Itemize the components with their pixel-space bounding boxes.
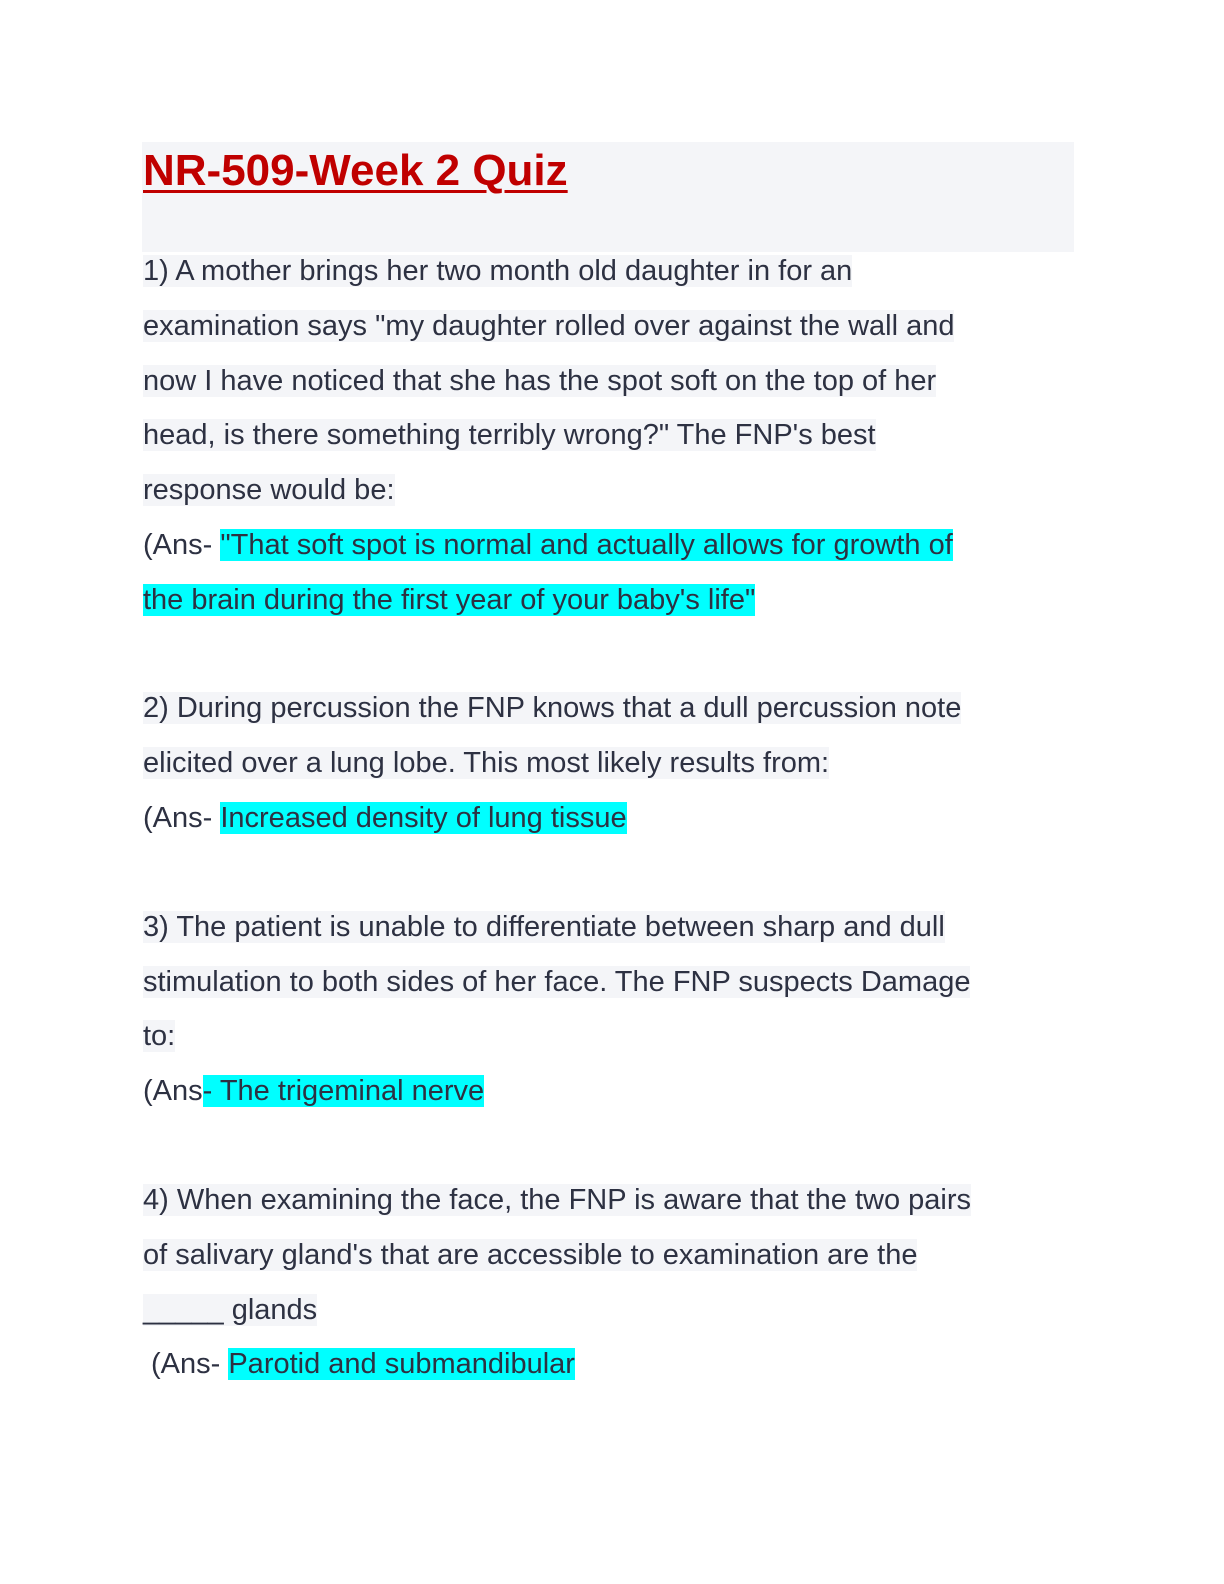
page-title: NR-509-Week 2 Quiz	[143, 146, 568, 195]
question-text: elicited over a lung lobe. This most likely results from:	[143, 747, 830, 779]
question-text: response would be:	[143, 474, 395, 506]
question-4-line-1	[143, 1180, 971, 1220]
question-1-line-4	[143, 415, 876, 455]
question-text: head, is there something terribly wrong?" The FNP's best	[143, 419, 876, 451]
question-1-line-5	[143, 470, 395, 510]
question-2-line-1	[143, 688, 961, 728]
question-4-line-2	[143, 1235, 917, 1275]
question-text: examination says "my daughter rolled over against the wall and	[143, 310, 955, 342]
answer-highlight: Parotid and submandibular	[228, 1348, 575, 1380]
question-text: _____ glands	[143, 1294, 318, 1326]
answer-prefix: (Ans-	[143, 529, 221, 561]
question-text: 3) The patient is unable to differentiate between sharp and dull	[143, 911, 945, 943]
question-3-line-1	[143, 907, 945, 947]
question-text: 1) A mother brings her two month old daughter in for an	[143, 255, 853, 287]
question-text: 2) During percussion the FNP knows that a dull percussion note	[143, 692, 962, 724]
answer-highlight: "That soft spot is normal and actually allows for growth of	[220, 529, 953, 561]
answer-prefix: (Ans	[143, 1075, 203, 1107]
question-4-line-3	[143, 1290, 317, 1330]
question-2-line-2	[143, 743, 829, 783]
question-text: of salivary gland's that are accessible to examination are the	[143, 1239, 918, 1271]
answer-highlight: the brain during the first year of your baby's life"	[143, 584, 756, 616]
answer-highlight: - The trigeminal nerve	[202, 1075, 485, 1107]
question-text: to:	[143, 1020, 176, 1052]
answer-4-line-1	[151, 1344, 575, 1384]
answer-prefix: (Ans-	[143, 802, 221, 834]
answer-1-line-1	[143, 525, 953, 565]
question-1-line-2	[143, 306, 954, 346]
question-3-line-2	[143, 962, 970, 1002]
question-text: 4) When examining the face, the FNP is aware that the two pairs	[143, 1184, 971, 1216]
question-3-line-3	[143, 1016, 175, 1056]
answer-2-line-1	[143, 798, 627, 838]
question-text: now I have noticed that she has the spot soft on the top of her	[143, 365, 937, 397]
question-1-line-3	[143, 361, 936, 401]
question-1-line-1	[143, 251, 852, 291]
answer-3-line-1	[143, 1071, 484, 1111]
answer-prefix: (Ans-	[151, 1348, 229, 1380]
question-text: stimulation to both sides of her face. The FNP suspects Damage	[143, 966, 971, 998]
answer-highlight: Increased density of lung tissue	[220, 802, 627, 834]
answer-1-line-2	[143, 580, 755, 620]
